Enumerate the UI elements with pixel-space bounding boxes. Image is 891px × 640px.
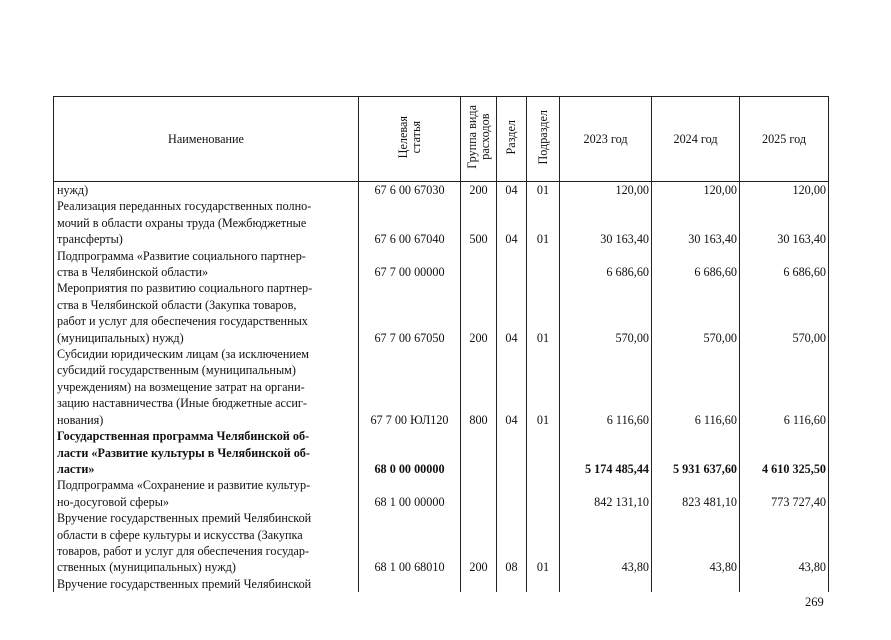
row-expense-group: 200 <box>461 510 497 576</box>
row-value-2025: 43,80 <box>740 510 829 576</box>
row-value-2024: 120,00 <box>652 182 740 199</box>
row-name-line: нужд) <box>57 183 89 197</box>
header-2023: 2023 год <box>560 97 652 182</box>
row-name <box>54 280 359 346</box>
row-value-2024: 570,00 <box>652 280 740 346</box>
row-value-2024 <box>652 576 740 592</box>
row-subsection: 01 <box>527 510 560 576</box>
header-2025: 2025 год <box>740 97 829 182</box>
row-name-line: Вручение государственных премий Челябинской <box>57 576 312 591</box>
table-row <box>54 428 829 477</box>
row-subsection: 01 <box>527 198 560 247</box>
row-value-2024: 823 481,10 <box>652 477 740 510</box>
row-subsection <box>527 248 560 281</box>
row-name-line: области в сфере культуры и искусства (Закупка <box>57 527 303 542</box>
row-name-line: ласти «Развитие культуры в Челябинской об- <box>57 445 310 460</box>
row-expense-group <box>461 477 497 510</box>
row-section <box>497 248 527 281</box>
row-value-2025: 6 116,60 <box>740 346 829 428</box>
row-name-line: Подпрограмма «Развитие социального партнер- <box>57 248 306 263</box>
row-name-line: (муниципальных) нужд) <box>57 330 184 345</box>
row-value-2023: 6 116,60 <box>560 346 652 428</box>
row-value-2023: 5 174 485,44 <box>560 428 652 477</box>
header-expense-group-line1: Группа вида <box>464 104 479 169</box>
header-2024: 2024 год <box>652 97 740 182</box>
row-subsection <box>527 428 560 477</box>
row-target-article: 68 0 00 00000 <box>359 428 461 477</box>
row-name-line: Субсидии юридическим лицам (за исключением <box>57 347 309 362</box>
row-value-2025: 570,00 <box>740 280 829 346</box>
row-name-line: но-досуговой сферы» <box>57 494 169 509</box>
row-value-2025: 4 610 325,50 <box>740 428 829 477</box>
row-value-2025: 120,00 <box>740 182 829 199</box>
row-name <box>54 510 359 576</box>
row-expense-group: 200 <box>461 280 497 346</box>
row-value-2024: 30 163,40 <box>652 198 740 247</box>
table-row <box>54 248 829 281</box>
row-section: 08 <box>497 510 527 576</box>
row-name <box>54 182 359 199</box>
header-subsection <box>527 97 560 182</box>
row-name-line: Государственная программа Челябинской об- <box>57 429 310 444</box>
row-value-2023: 120,00 <box>560 182 652 199</box>
row-section <box>497 477 527 510</box>
budget-table <box>53 96 829 592</box>
row-name-line: Вручение государственных премий Челябинской <box>57 511 312 526</box>
table-row <box>54 182 829 199</box>
table-row <box>54 346 829 428</box>
row-value-2024: 5 931 637,60 <box>652 428 740 477</box>
header-section <box>497 97 527 182</box>
row-expense-group: 500 <box>461 198 497 247</box>
row-value-2023: 30 163,40 <box>560 198 652 247</box>
row-name <box>54 477 359 510</box>
row-name-line: ласти» <box>57 461 95 476</box>
row-expense-group <box>461 428 497 477</box>
header-expense-group <box>461 97 497 182</box>
header-target-article-line2: статья <box>408 120 423 154</box>
page-number: 269 <box>805 595 824 609</box>
row-name-line: товаров, работ и услуг для обеспечения государ- <box>57 543 310 558</box>
row-expense-group <box>461 248 497 281</box>
table-body <box>54 182 829 593</box>
row-section: 04 <box>497 346 527 428</box>
row-name-line: нования) <box>57 412 104 427</box>
row-value-2025: 6 686,60 <box>740 248 829 281</box>
table-row <box>54 198 829 247</box>
header-expense-group-line2: расходов <box>477 113 492 160</box>
row-subsection: 01 <box>527 346 560 428</box>
row-section <box>497 576 527 592</box>
row-subsection: 01 <box>527 280 560 346</box>
header-target-article-line1: Целевая <box>395 115 410 158</box>
row-value-2023 <box>560 576 652 592</box>
row-target-article: 67 7 00 67050 <box>359 280 461 346</box>
table-row <box>54 510 829 576</box>
row-subsection: 01 <box>527 182 560 199</box>
row-target-article: 68 1 00 68010 <box>359 510 461 576</box>
table-row <box>54 280 829 346</box>
row-name <box>54 248 359 281</box>
row-name-line: Мероприятия по развитию социального партнер- <box>57 281 313 296</box>
header-subsection-label: Подраздел <box>535 109 550 165</box>
header-target-article <box>359 97 461 182</box>
table-row <box>54 477 829 510</box>
row-target-article <box>359 576 461 592</box>
row-value-2024: 43,80 <box>652 510 740 576</box>
row-name <box>54 576 359 592</box>
row-expense-group: 800 <box>461 346 497 428</box>
row-value-2025: 30 163,40 <box>740 198 829 247</box>
table-row <box>54 576 829 592</box>
row-section: 04 <box>497 182 527 199</box>
row-value-2024: 6 116,60 <box>652 346 740 428</box>
table-header-row <box>54 97 829 182</box>
row-name-line: Реализация переданных государственных полно- <box>57 199 312 214</box>
row-section: 04 <box>497 198 527 247</box>
row-value-2023: 43,80 <box>560 510 652 576</box>
row-section <box>497 428 527 477</box>
row-expense-group: 200 <box>461 182 497 199</box>
row-section: 04 <box>497 280 527 346</box>
row-name-line: субсидий государственным (муниципальным) <box>57 363 296 378</box>
row-name-line: ства в Челябинской области (Закупка товаров, <box>57 297 297 312</box>
row-name-line: ства в Челябинской области» <box>57 265 209 280</box>
row-name-line: Подпрограмма «Сохранение и развитие культур- <box>57 478 311 493</box>
row-subsection <box>527 477 560 510</box>
header-section-label: Раздел <box>504 119 518 155</box>
row-value-2024: 6 686,60 <box>652 248 740 281</box>
row-target-article: 67 7 00 00000 <box>359 248 461 281</box>
row-name <box>54 428 359 477</box>
row-value-2025 <box>740 576 829 592</box>
header-name: Наименование <box>54 97 359 182</box>
row-value-2023: 6 686,60 <box>560 248 652 281</box>
row-target-article: 68 1 00 00000 <box>359 477 461 510</box>
row-name-line: трансферты) <box>57 232 123 247</box>
row-name-line: ственных (муниципальных) нужд) <box>57 560 236 575</box>
row-target-article: 67 6 00 67030 <box>359 182 461 199</box>
row-name <box>54 346 359 428</box>
row-target-article: 67 7 00 ЮЛ120 <box>359 346 461 428</box>
row-name-line: зацию наставничества (Иные бюджетные ассиг- <box>57 396 307 411</box>
row-name-line: учреждениям) на возмещение затрат на органи- <box>57 379 305 394</box>
row-value-2025: 773 727,40 <box>740 477 829 510</box>
row-value-2023: 570,00 <box>560 280 652 346</box>
row-expense-group <box>461 576 497 592</box>
row-name-line: мочий в области охраны труда (Межбюджетные <box>57 215 307 230</box>
row-subsection <box>527 576 560 592</box>
row-name-line: работ и услуг для обеспечения государственных <box>57 314 308 329</box>
row-name <box>54 198 359 247</box>
row-target-article: 67 6 00 67040 <box>359 198 461 247</box>
row-value-2023: 842 131,10 <box>560 477 652 510</box>
